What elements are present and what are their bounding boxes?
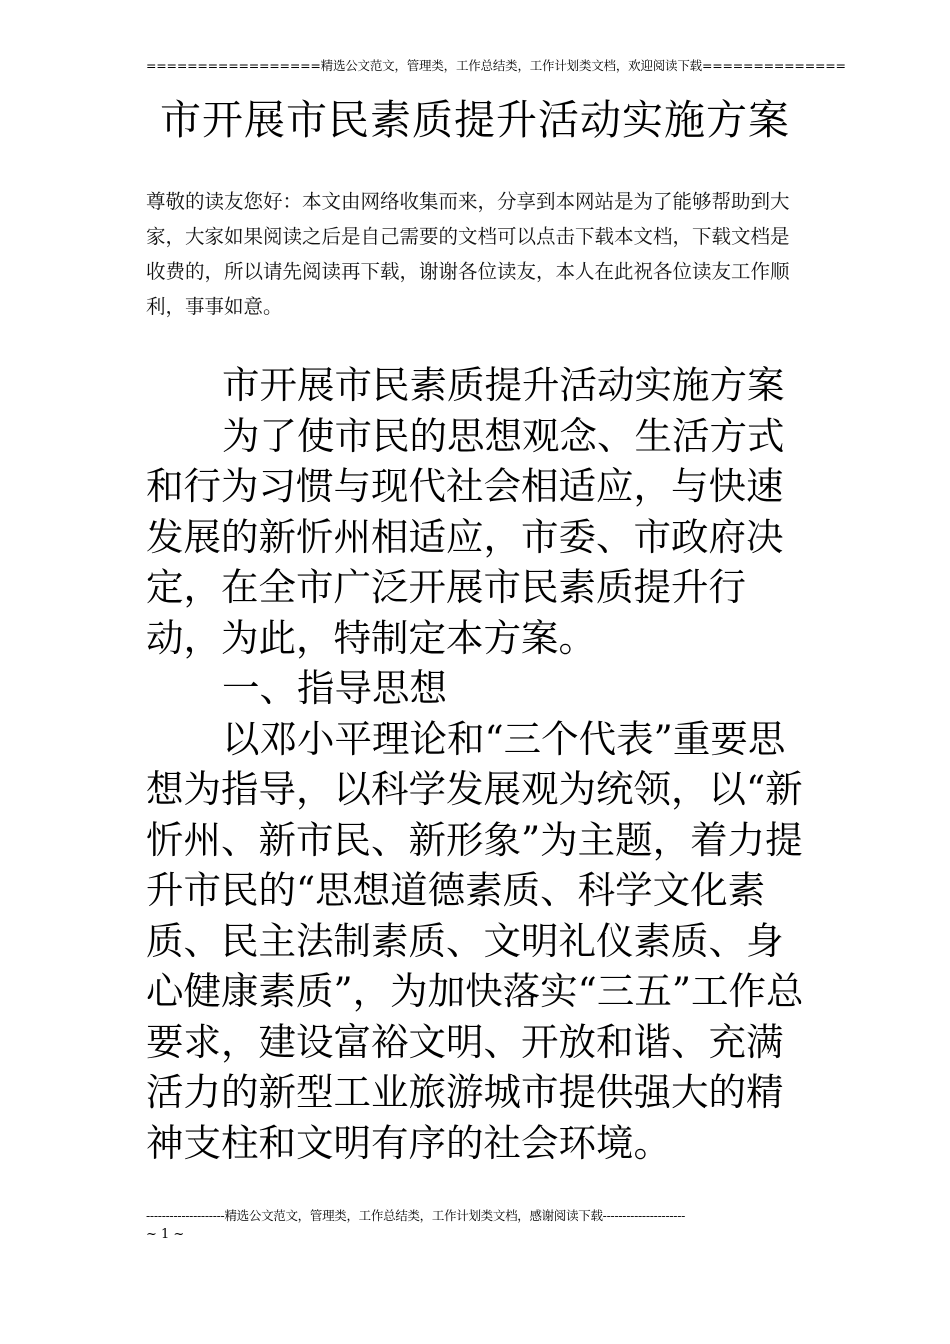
intro-paragraph: 为了使市民的思想观念、生活方式和行为习惯与现代社会相适应，与快速发展的新忻州相适应，市委、市政府决定，在全市广泛开展市民素质提升行动，为此，特制定本方案。	[146, 413, 785, 660]
document-body	[146, 360, 808, 1168]
section-title-guiding-ideology: 一、指导思想	[222, 666, 447, 710]
page-number: ~ 1 ~	[146, 1227, 185, 1242]
document-title: 市开展市民素质提升活动实施方案	[160, 96, 790, 144]
reader-notice: 尊敬的读友您好：本文由网络收集而来，分享到本网站是为了能够帮助到大家，大家如果阅读之后是自己需要的文档可以点击下载本文档，下载文档是收费的，所以请先阅读再下载，谢谢各位读友，本人在此祝各位读友工作顺利，事事如意。	[146, 190, 790, 318]
header-banner: =================精选公文范文，管理类，工作总结类，工作计划类文档，欢迎阅读下载==============	[146, 58, 846, 73]
section-paragraph-guiding-ideology: 以邓小平理论和“三个代表”重要思想为指导，以科学发展观为统领，以“新忻州、新市民、新形象”为主题，着力提升市民的“思想道德素质、科学文化素质、民主法制素质、文明礼仪素质、身心健康素质”，为加快落实“三五”工作总要求，建设富裕文明、开放和谐、充满活力的新型工业旅游城市提供强大的精神支柱和文明有序的社会环境。	[146, 716, 804, 1165]
footer-banner: --------------------精选公文范文，管理类，工作总结类，工作计划类文档，感谢阅读下载---------------------	[146, 1208, 686, 1223]
body-heading: 市开展市民素质提升活动实施方案	[222, 363, 785, 407]
